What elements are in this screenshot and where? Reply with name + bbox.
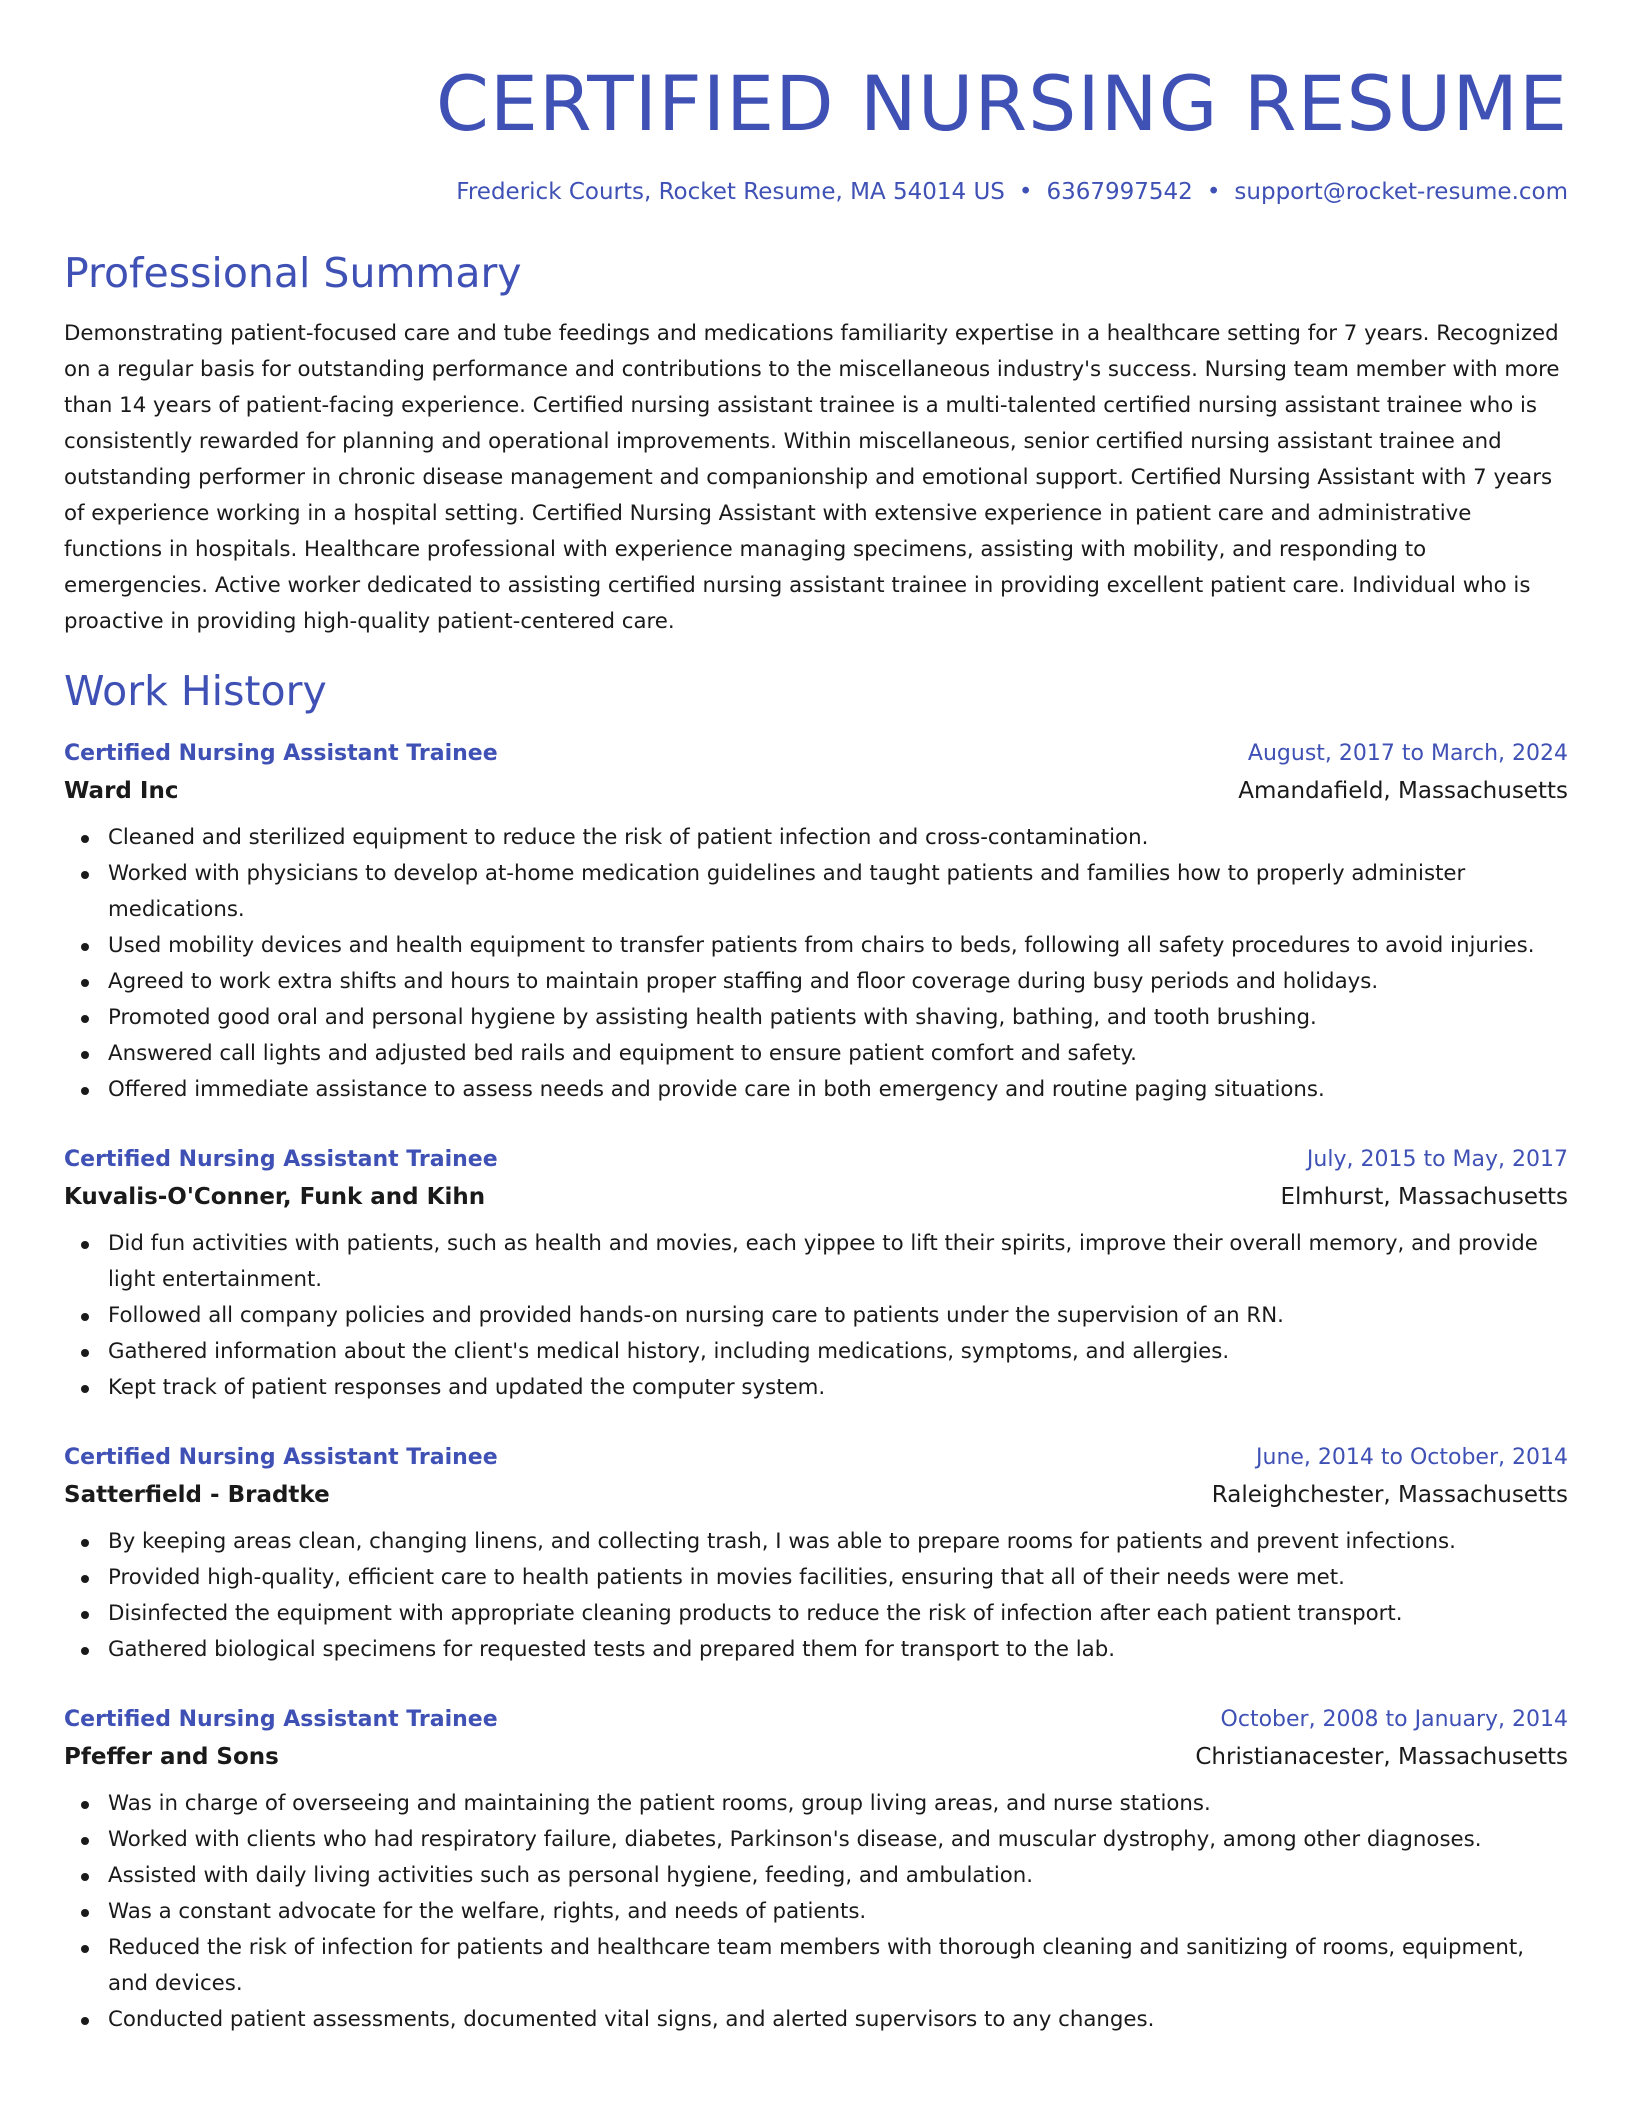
job-title: Certified Nursing Assistant Trainee [64,1147,498,1172]
contact-separator: • [1206,179,1221,205]
contact-line [64,176,1568,208]
job-bullet: By keeping areas clean, changing linens, and collecting trash, I was able to prepare rooms for patients and prevent infections. [108,1524,1568,1560]
job-entry [64,736,1568,1108]
job-bullets [64,1226,1568,1406]
job-bullet: Assisted with daily living activities such as personal hygiene, feeding, and ambulation. [108,1858,1568,1894]
job-dates: August, 2017 to March, 2024 [1247,741,1568,766]
job-bullet: Used mobility devices and health equipment to transfer patients from chairs to beds, following all safety procedures to avoid injuries. [108,928,1568,964]
summary-text: Demonstrating patient-focused care and tube feedings and medications familiarity expertise in a healthcare setting for 7 years. Recognized on a regular basis for outstanding performance and contributions to the miscellaneous industry's success. Nursing team member with more than 14 years of patient-facing experience. Certified nursing assistant trainee is a multi-talented certified nursing assistant trainee who is consistently rewarded for planning and operational improvements. Within miscellaneous, senior certified nursing assistant trainee and outstanding performer in chronic disease management and companionship and emotional support. Certified Nursing Assistant with 7 years of experience working in a hospital setting. Certified Nursing Assistant with extensive experience in patient care and administrative functions in hospitals. Healthcare professional with experience managing specimens, assisting with mobility, and responding to emergencies. Active worker dedicated to assisting certified nursing assistant trainee in providing excellent patient care. Individual who is proactive in providing high-quality patient-centered care. [64,321,1560,634]
job-bullet: Cleaned and sterilized equipment to reduce the risk of patient infection and cross-contamination. [108,820,1568,856]
job-company: Satterfield - Bradtke [64,1482,330,1508]
job-company: Ward Inc [64,778,179,804]
work-history-heading: Work History [64,667,327,715]
job-title: Certified Nursing Assistant Trainee [64,1707,498,1732]
job-bullet: Conducted patient assessments, documented vital signs, and alerted supervisors to any changes. [108,2002,1568,2038]
job-bullet: Provided high-quality, efficient care to health patients in movies facilities, ensuring that all of their needs were met. [108,1560,1568,1596]
contact-email: support@rocket-resume.com [1234,179,1568,205]
job-bullet: Worked with clients who had respiratory failure, diabetes, Parkinson's disease, and muscular dystrophy, among other diagnoses. [108,1822,1568,1858]
job-entry [64,1440,1568,1668]
contact-address: Frederick Courts, Rocket Resume, MA 54014 US [456,179,1005,205]
job-bullet: Followed all company policies and provided hands-on nursing care to patients under the supervision of an RN. [108,1298,1568,1334]
job-bullet: Was in charge of overseeing and maintaining the patient rooms, group living areas, and nurse stations. [108,1786,1568,1822]
job-bullet: Offered immediate assistance to assess needs and provide care in both emergency and routine paging situations. [108,1072,1568,1108]
job-entry [64,1142,1568,1406]
job-location: Christianacester, Massachusetts [1195,1744,1568,1770]
contact-separator: • [1018,179,1033,205]
job-location: Elmhurst, Massachusetts [1280,1184,1568,1210]
job-bullets [64,1786,1568,2038]
job-bullet: Gathered information about the client's medical history, including medications, symptoms, and allergies. [108,1334,1568,1370]
job-bullet: Gathered biological specimens for requested tests and prepared them for transport to the lab. [108,1632,1568,1668]
summary-heading: Professional Summary [64,249,522,297]
job-bullet: Kept track of patient responses and updated the computer system. [108,1370,1568,1406]
job-bullet: Was a constant advocate for the welfare, rights, and needs of patients. [108,1894,1568,1930]
job-bullet: Reduced the risk of infection for patients and healthcare team members with thorough cleaning and sanitizing of rooms, equipment, and devices. [108,1930,1568,2002]
job-dates: June, 2014 to October, 2014 [1256,1445,1568,1470]
job-dates: October, 2008 to January, 2014 [1220,1707,1568,1732]
job-title: Certified Nursing Assistant Trainee [64,741,498,766]
job-location: Amandafield, Massachusetts [1238,778,1568,804]
job-company: Kuvalis-O'Conner, Funk and Kihn [64,1184,486,1210]
job-list [64,736,1568,2038]
contact-phone: 6367997542 [1046,179,1193,205]
job-company: Pfeffer and Sons [64,1744,279,1770]
job-bullet: Promoted good oral and personal hygiene by assisting health patients with shaving, bathing, and tooth brushing. [108,1000,1568,1036]
job-bullets [64,1524,1568,1668]
job-bullet: Did fun activities with patients, such as health and movies, each yippee to lift their spirits, improve their overall memory, and provide light entertainment. [108,1226,1568,1298]
job-bullets [64,820,1568,1108]
job-bullet: Worked with physicians to develop at-home medication guidelines and taught patients and families how to properly administer medications. [108,856,1568,928]
resume-title: CERTIFIED NURSING RESUME [435,59,1568,148]
job-bullet: Disinfected the equipment with appropriate cleaning products to reduce the risk of infection after each patient transport. [108,1596,1568,1632]
job-title: Certified Nursing Assistant Trainee [64,1445,498,1470]
job-location: Raleighchester, Massachusetts [1211,1482,1568,1508]
job-entry [64,1702,1568,2038]
job-dates: July, 2015 to May, 2017 [1306,1147,1568,1172]
job-bullet: Agreed to work extra shifts and hours to maintain proper staffing and floor coverage during busy periods and holidays. [108,964,1568,1000]
job-bullet: Answered call lights and adjusted bed rails and equipment to ensure patient comfort and safety. [108,1036,1568,1072]
